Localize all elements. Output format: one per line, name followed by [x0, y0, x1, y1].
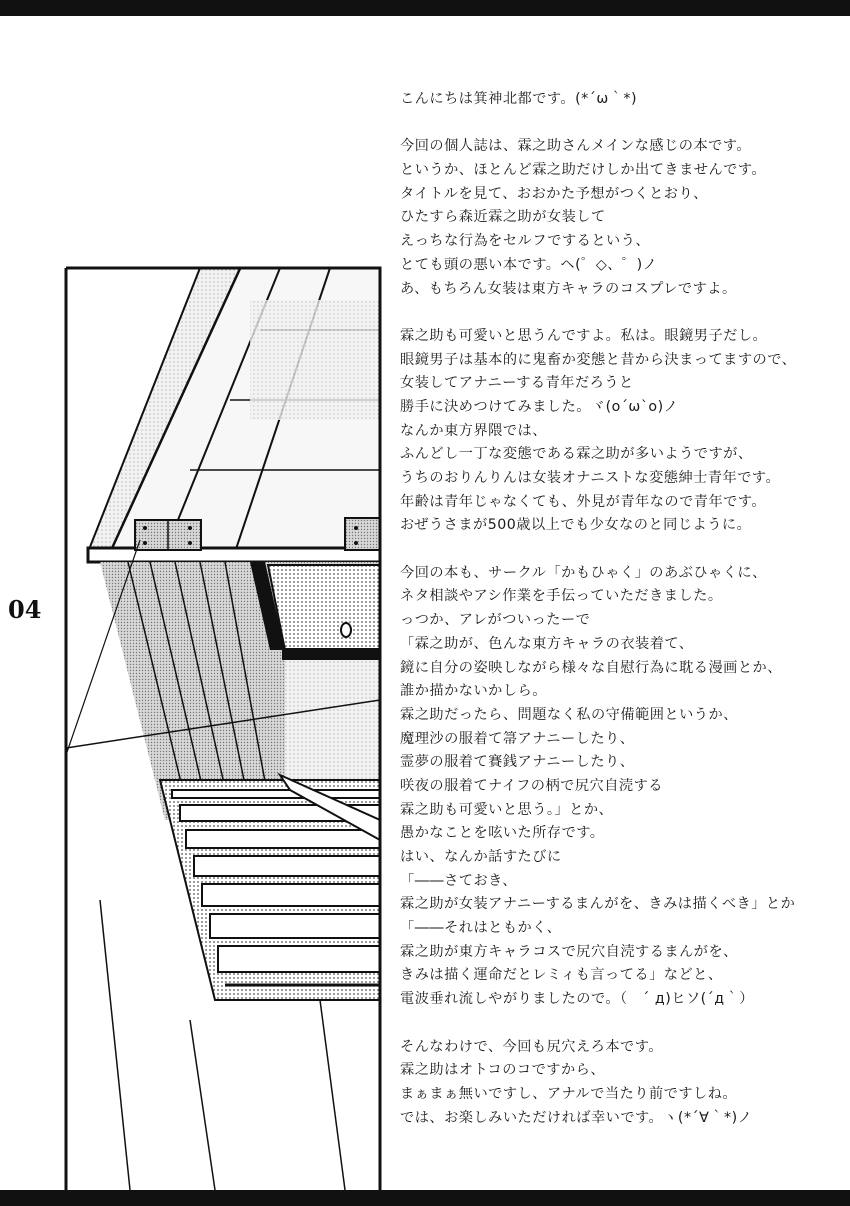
text-line: 魔理沙の服着て箒アナニーしたり、 — [400, 730, 635, 747]
paragraph-gap — [400, 301, 830, 325]
text-line: 咲夜の服着てナイフの柄で尻穴自涜する — [400, 777, 663, 794]
page-number: 04 — [8, 595, 42, 624]
text-line: あ、もちろん女装は東方キャラのコスプレですよ。 — [400, 280, 737, 297]
text-line: 霖之助はオトコのコですから、 — [400, 1062, 606, 1079]
text-line: 勝手に決めつけてみました。ヾ(o´ω`o)ノ — [400, 398, 679, 415]
text-line: 霖之助も可愛いと思う。」とか、 — [400, 801, 614, 818]
text-line: まぁまぁ無いですし、アナルで当たり前ですしね。 — [400, 1085, 738, 1102]
author-afterword-text — [400, 88, 830, 1130]
text-line: 「――さておき、 — [400, 872, 517, 889]
text-line: はい、なんか話すたびに — [400, 849, 562, 865]
text-line: 鏡に自分の姿映しながら様々な自慰行為に耽る漫画とか、 — [400, 659, 782, 676]
text-line: 女装してアナニーする青年だろうと — [400, 375, 634, 392]
text-line: きみは描く運命だとレミィも言ってる」などと、 — [400, 967, 723, 984]
text-line: えっちな行為をセルフでするという、 — [400, 233, 651, 250]
text-line: というか、ほとんど霖之助だけしか出てきませんです。 — [400, 162, 767, 179]
text-line: ネタ相談やアシ作業を手伝っていただきました。 — [400, 588, 723, 605]
text-line: タイトルを見て、おおかた予想がつくとおり、 — [400, 185, 708, 202]
text-line: 誰か描かないかしら。 — [400, 683, 547, 700]
bottom-border — [0, 1190, 850, 1206]
text-line: 愚かなことを呟いた所存です。 — [400, 825, 605, 842]
text-line: ふんどし一丁な変態である霖之助が多いようですが、 — [400, 446, 753, 463]
text-line: そんなわけで、今回も尻穴えろ本です。 — [400, 1038, 663, 1055]
text-line: なんか東方界隈では、 — [400, 422, 547, 439]
text-line: 「――それはともかく、 — [400, 920, 562, 937]
paragraph-gap — [400, 538, 830, 562]
text-line: 電波垂れ流しやがりましたので。（ ´ д)ヒソ(´д｀） — [400, 991, 754, 1008]
text-line: 眼鏡男子は基本的に鬼畜か変態と昔から決まってますので、 — [400, 351, 797, 368]
text-line: うちのおりんりんは女装オナニストな変態紳士青年です。 — [400, 470, 781, 486]
hinge-left — [135, 520, 201, 550]
text-line: 今回の本も、サークル「かもひゃく」のあぶひゃくに、 — [400, 564, 767, 581]
room-perspective-drawing — [66, 268, 385, 1190]
text-line: 年齢は青年じゃなくても、外見が青年なので青年です。 — [400, 493, 767, 510]
text-line: っつか、アレがついったーで — [400, 612, 591, 629]
text-line: 霖之助も可愛いと思うんですよ。私は。眼鏡男子だし。 — [400, 327, 768, 344]
text-line: 霖之助だったら、問題なく私の守備範囲というか、 — [400, 706, 738, 723]
text-line: では、お楽しみいただければ幸いです。ヽ(*´∀｀*)ノ — [400, 1109, 753, 1126]
text-line: ひたすら森近霖之助が女装して — [400, 209, 606, 226]
text-line: とても頭の悪い本です。ヘ(゜◇、゜)ノ — [400, 256, 658, 273]
text-line: こんにちは箕神北都です。(*´ω｀*) — [400, 91, 638, 107]
text-line: 今回の個人誌は、霖之助さんメインな感じの本です。 — [400, 138, 752, 155]
text-line: 「霖之助が、色んな東方キャラの衣装着て、 — [400, 635, 694, 652]
text-line: 霖之助が東方キャラコスで尻穴自涜するまんがを、 — [400, 943, 738, 960]
text-line: 霖之助が女装アナニーするまんがを、きみは描くべき」とか — [400, 896, 796, 913]
paragraph-gap — [400, 112, 830, 136]
text-line: おぜうさまが500歳以上でも少女なのと同じように。 — [400, 517, 752, 534]
text-line: 霊夢の服着て賽銭アナニーしたり、 — [400, 754, 635, 771]
paragraph-gap — [400, 1012, 830, 1036]
